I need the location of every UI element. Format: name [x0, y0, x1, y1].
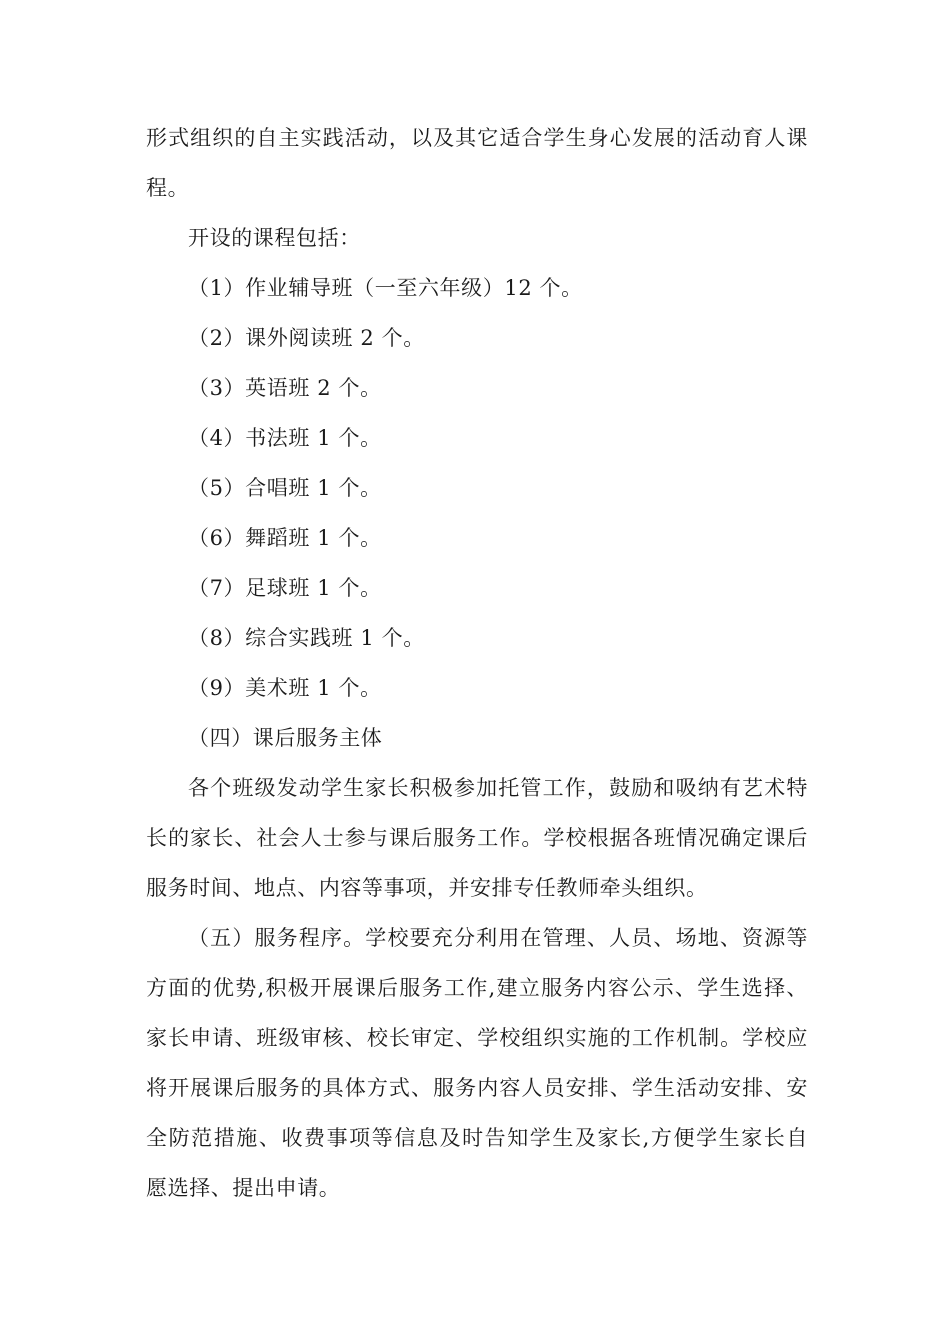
paragraph-line: 全防范措施、收费事项等信息及时告知学生及家长,方便学生家长自	[146, 1126, 808, 1150]
course-item: （9）美术班 1 个。	[188, 676, 382, 700]
course-item: （5）合唱班 1 个。	[188, 476, 382, 500]
course-item: （1）作业辅导班（一至六年级）12 个。	[188, 276, 583, 300]
course-item: （8）综合实践班 1 个。	[188, 626, 425, 650]
paragraph-line: 愿选择、提出申请。	[146, 1176, 341, 1200]
section-intro: 开设的课程包括：	[188, 226, 361, 250]
paragraph-line: 将开展课后服务的具体方式、服务内容人员安排、学生活动安排、安	[146, 1076, 808, 1100]
course-item: （6）舞蹈班 1 个。	[188, 526, 382, 550]
section-heading: （四）课后服务主体	[188, 726, 383, 750]
paragraph-line: 各个班级发动学生家长积极参加托管工作，鼓励和吸纳有艺术特	[188, 776, 808, 800]
paragraph-line: 家长申请、班级审核、校长审定、学校组织实施的工作机制。学校应	[146, 1026, 808, 1050]
document-body	[146, 113, 808, 1213]
paragraph-line: 方面的优势,积极开展课后服务工作,建立服务内容公示、学生选择、	[146, 976, 808, 1000]
course-item: （2）课外阅读班 2 个。	[188, 326, 425, 350]
course-item: （4）书法班 1 个。	[188, 426, 382, 450]
paragraph-line: 形式组织的自主实践活动，以及其它适合学生身心发展的活动育人课	[146, 126, 808, 150]
paragraph-line: （五）服务程序。学校要充分利用在管理、人员、场地、资源等	[188, 926, 808, 950]
course-item: （7）足球班 1 个。	[188, 576, 382, 600]
paragraph-line: 服务时间、地点、内容等事项，并安排专任教师牵头组织。	[146, 876, 708, 900]
course-item: （3）英语班 2 个。	[188, 376, 382, 400]
paragraph-line: 长的家长、社会人士参与课后服务工作。学校根据各班情况确定课后	[146, 826, 808, 850]
paragraph-line: 程。	[146, 176, 190, 200]
